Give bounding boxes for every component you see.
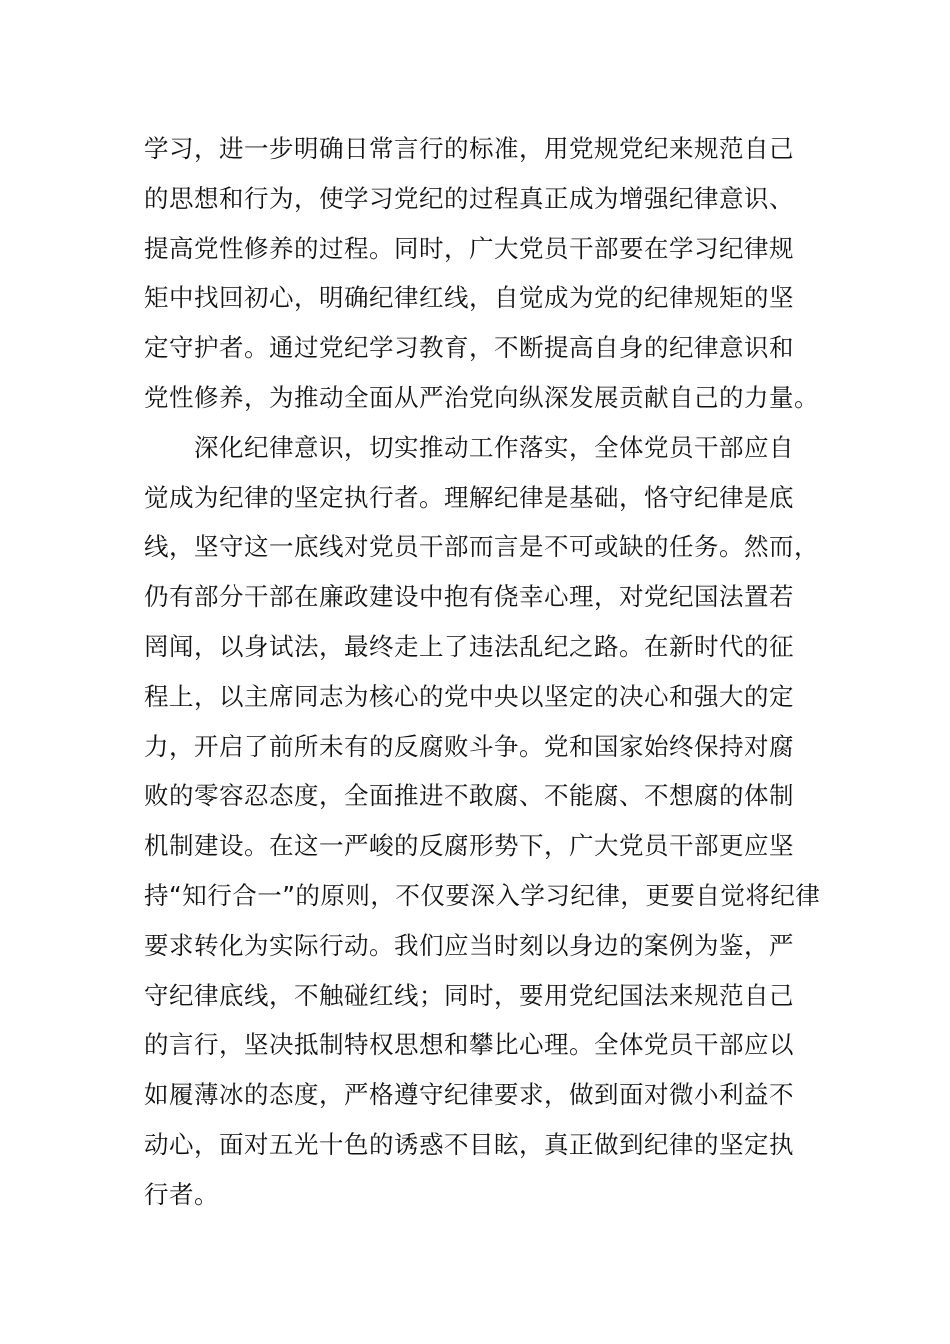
text-line: 深化纪律意识，切实推动工作落实，全体党员干部应自 — [144, 432, 794, 462]
text-line: 矩中找回初心，明确纪律红线，自觉成为党的纪律规矩的坚 — [144, 283, 794, 313]
text-line: 如履薄冰的态度，严格遵守纪律要求，做到面对微小利益不 — [144, 1080, 794, 1110]
text-line: 持“知行合一”的原则，不仅要深入学习纪律，更要自觉将纪律 — [144, 880, 821, 910]
text-line: 党性修养，为推动全面从严治党向纵深发展贡献自己的力量。 — [144, 382, 819, 412]
text-line: 要求转化为实际行动。我们应当时刻以身边的案例为鉴，严 — [144, 930, 794, 960]
text-line: 学习，进一步明确日常言行的标准，用党规党纪来规范自己 — [144, 134, 794, 163]
text-line: 罔闻，以身试法，最终走上了违法乱纪之路。在新时代的征 — [144, 631, 794, 661]
text-line: 败的零容忍态度，全面推进不敢腐、不能腐、不想腐的体制 — [144, 781, 794, 811]
text-line: 力，开启了前所未有的反腐败斗争。党和国家始终保持对腐 — [144, 731, 794, 761]
text-line: 的思想和行为，使学习党纪的过程真正成为增强纪律意识、 — [144, 183, 794, 213]
text-line: 行者。 — [144, 1179, 219, 1209]
text-line: 提高党性修养的过程。同时，广大党员干部要在学习纪律规 — [144, 233, 794, 263]
text-line: 守纪律底线，不触碰红线；同时，要用党纪国法来规范自己 — [144, 980, 794, 1010]
text-line: 动心，面对五光十色的诱惑不目眩，真正做到纪律的坚定执 — [144, 1129, 794, 1159]
text-line: 仍有部分干部在廉政建设中抱有侥幸心理，对党纪国法置若 — [144, 582, 794, 612]
text-line: 觉成为纪律的坚定执行者。理解纪律是基础，恪守纪律是底 — [144, 482, 794, 512]
text-line: 线，坚守这一底线对党员干部而言是不可或缺的任务。然而， — [144, 532, 819, 562]
text-line: 定守护者。通过党纪学习教育，不断提高自身的纪律意识和 — [144, 333, 794, 363]
text-line: 的言行，坚决抵制特权思想和攀比心理。全体党员干部应以 — [144, 1030, 794, 1060]
body-text — [144, 124, 821, 1220]
text-line: 程上，以主席同志为核心的党中央以坚定的决心和强大的定 — [144, 681, 794, 711]
text-line: 机制建设。在这一严峻的反腐形势下，广大党员干部更应坚 — [144, 831, 794, 861]
